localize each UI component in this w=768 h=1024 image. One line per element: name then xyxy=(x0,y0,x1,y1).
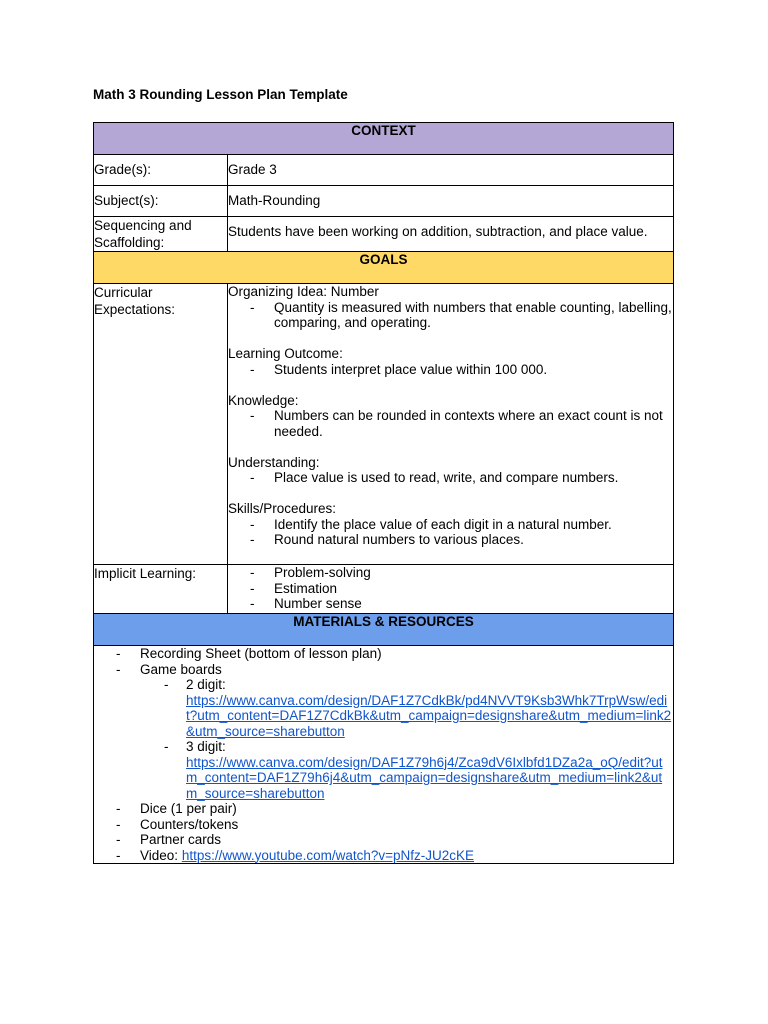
implicit-row xyxy=(94,565,674,614)
learning-block xyxy=(228,346,673,377)
knowledge-heading: Knowledge: xyxy=(228,392,299,408)
page-title: Math 3 Rounding Lesson Plan Template xyxy=(93,87,348,102)
board-2-digit-item xyxy=(140,677,673,739)
goals-header-row xyxy=(94,252,674,284)
board-3-digit-link[interactable]: https://www.canva.com/design/DAF1Z79h6j4/Zca9dV6Ixlbfd1DZa2a_oQ/edit?utm_content=DAF1Z79h6j4&utm_campaign=designshare&utm_medium=link2&utm_source=sharebutton xyxy=(186,754,663,801)
materials-list xyxy=(94,646,673,863)
understanding-heading: Understanding: xyxy=(228,454,320,470)
implicit-label: Implicit Learning: xyxy=(94,565,228,614)
grade-value: Grade 3 xyxy=(228,155,674,186)
list-item: - Identify the place value of each digit in a natural number. xyxy=(228,517,673,533)
skills-list xyxy=(228,517,673,548)
subject-value: Math-Rounding xyxy=(228,186,674,217)
sequencing-label: Sequencing and Scaffolding: xyxy=(94,217,228,252)
learning-list xyxy=(228,362,673,378)
game-boards-item xyxy=(94,662,673,802)
sequencing-value: Students have been working on addition, subtraction, and place value. xyxy=(228,217,674,252)
implicit-value xyxy=(228,565,674,614)
list-item: - Quantity is measured with numbers that enable counting, labelling, comparing, and operating. xyxy=(228,300,673,331)
skills-heading: Skills/Procedures: xyxy=(228,501,337,516)
list-item: - Numbers can be rounded in contexts where an exact count is not needed. xyxy=(228,408,673,439)
organizing-idea: Organizing Idea: Number xyxy=(228,284,379,299)
video-link[interactable]: https://www.youtube.com/watch?v=pNfz-JU2cKE xyxy=(181,847,475,863)
video-label: Video: xyxy=(140,847,179,863)
curricular-label: Curricular Expectations: xyxy=(94,284,228,565)
knowledge-list xyxy=(228,408,673,439)
grade-label: Grade(s): xyxy=(94,155,228,186)
curricular-row xyxy=(94,284,674,565)
materials-cell xyxy=(94,646,674,864)
board-2-digit-link[interactable]: https://www.canva.com/design/DAF1Z7CdkBk/pd4NVVT9Ksb3Whk7TrpWsw/edit?utm_content=DAF1Z7CdkBk&utm_campaign=designshare&utm_medium=link2&utm_source=sharebutton xyxy=(186,692,672,739)
list-item: - Number sense xyxy=(228,596,673,612)
list-item: - Counters/tokens xyxy=(94,817,673,833)
list-item: - Partner cards xyxy=(94,832,673,848)
knowledge-block xyxy=(228,393,673,440)
materials-row xyxy=(94,646,674,864)
board-3-digit-label: - 3 digit: xyxy=(186,739,226,754)
understanding-list xyxy=(228,470,673,486)
materials-header-row xyxy=(94,614,674,646)
game-boards-label: Game boards xyxy=(140,661,222,677)
grade-row xyxy=(94,155,674,186)
materials-heading: MATERIALS & RESOURCES xyxy=(94,614,674,646)
list-item: - Dice (1 per pair) xyxy=(94,801,673,817)
skills-block xyxy=(228,501,673,548)
curricular-value xyxy=(228,284,674,565)
context-header-row xyxy=(94,123,674,155)
context-heading: CONTEXT xyxy=(94,123,674,155)
list-item: - Estimation xyxy=(228,581,673,597)
game-boards-list xyxy=(140,677,673,801)
goals-heading: GOALS xyxy=(94,252,674,284)
lesson-plan-table xyxy=(93,122,674,864)
list-item: - Problem-solving xyxy=(228,565,673,581)
board-3-digit-item xyxy=(140,739,673,801)
sequencing-row xyxy=(94,217,674,252)
organizing-list xyxy=(228,300,673,331)
list-item: - Place value is used to read, write, and compare numbers. xyxy=(228,470,673,486)
board-2-digit-label: - 2 digit: xyxy=(186,677,226,692)
subject-row xyxy=(94,186,674,217)
understanding-block xyxy=(228,455,673,486)
subject-label: Subject(s): xyxy=(94,186,228,217)
list-item: - Round natural numbers to various places. xyxy=(228,532,673,548)
implicit-list xyxy=(228,565,673,612)
video-item xyxy=(94,848,673,864)
learning-outcome: Learning Outcome: xyxy=(228,346,343,361)
list-item: - Recording Sheet (bottom of lesson plan) xyxy=(94,646,673,662)
list-item: - Students interpret place value within 100 000. xyxy=(228,362,673,378)
organizing-block xyxy=(228,284,673,331)
